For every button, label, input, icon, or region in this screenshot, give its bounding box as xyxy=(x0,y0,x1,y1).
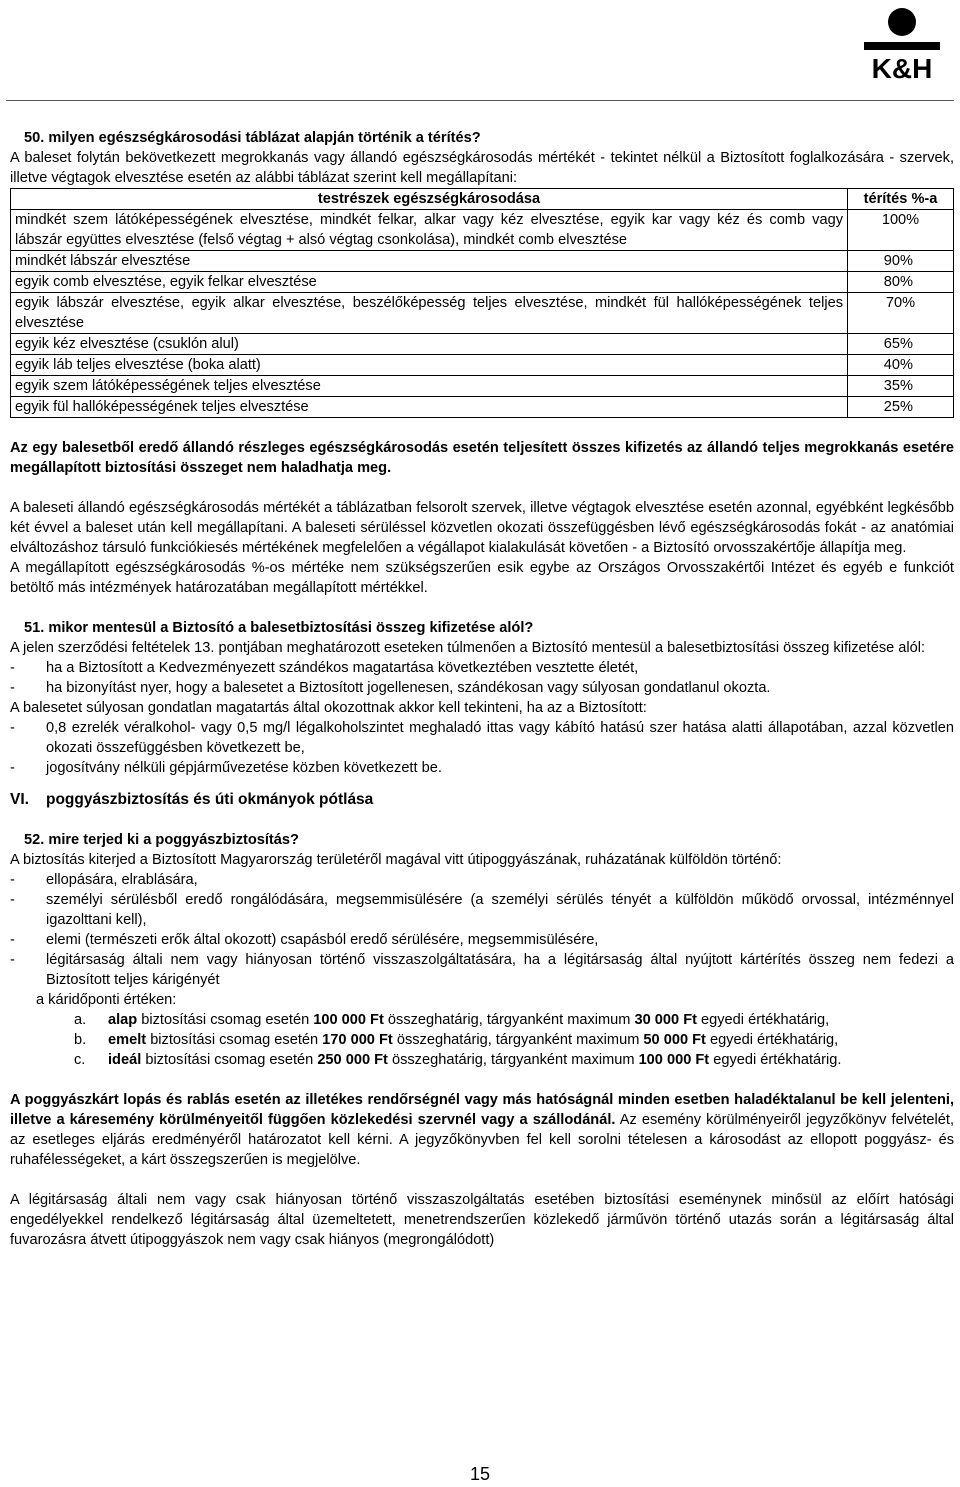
question-52-title: 52. mire terjed ki a poggyászbiztosítás? xyxy=(24,832,299,848)
table-cell-part: egyik szem látóképességének teljes elvesztése xyxy=(11,376,848,397)
package-name: ideál xyxy=(108,1052,142,1068)
list-item-text: ha a Biztosított a Kedvezményezett szándékos magatartása következtében vesztette életét, xyxy=(46,660,639,676)
theft-paragraph xyxy=(10,1090,954,1170)
table-row xyxy=(11,272,954,293)
table-cell-percent: 65% xyxy=(848,334,954,355)
package-item: c. ideál biztosítási csomag esetén 250 000 Ft összeghatárig, tárgyanként maximum 100 000 Ft egyedi értékhatárig. xyxy=(74,1052,842,1068)
table-cell-part: mindkét szem látóképességének elvesztése, mindkét felkar, alkar vagy kéz elvesztése, egyik kar vagy kéz és comb vagy lábszár együttes elvesztése (felső végtag + alsó végtag csonkolása), mindkét comb elvesztése xyxy=(11,210,848,251)
table-cell-part: egyik kéz elvesztése (csuklón alul) xyxy=(11,334,848,355)
payout-limit-note: Az egy balesetből eredő állandó részleges egészségkárosodás esetén teljesített összes kifizetés az állandó teljes megrokkanás esetére megállapított biztosítási összeget nem haladhatja meg. xyxy=(10,440,954,476)
table-row xyxy=(11,355,954,376)
list-item: - személyi sérülésből eredő rongálódására, megsemmisülésére (a személyi sérülés tényét a külföldön működő orvossal, intézménnyel igazolttani kell), xyxy=(10,892,954,928)
table-cell-part: mindkét lábszár elvesztése xyxy=(11,251,848,272)
package-letter: c. xyxy=(74,1052,86,1068)
package-max: 30 000 Ft xyxy=(634,1012,697,1028)
list-item-text: személyi sérülésből eredő rongálódására, megsemmisülésére (a személyi sérülés tényét a külföldön működő orvossal, intézménnyel igazolttani kell), xyxy=(46,892,954,928)
list-item: - ha bizonyítást nyer, hogy a balesetet a Biztosított jogellenesen, szándékosan vagy súlyosan gondatlanul okozta. xyxy=(10,678,954,698)
injury-compensation-table xyxy=(10,188,954,418)
kh-logo-text: K&H xyxy=(871,53,933,82)
theft-paragraph-rest: Az esemény körülményeiről jegyzőkönyv felvételét, az esetleges eljárás eredményéről határozatot kell kérni. A jegyzőkönyvben fel kell sorolni tételesen a károsodást az ellopott poggyász- és ruhafélességeket, a kárt összegszerűen is megjelölve. xyxy=(10,1112,954,1168)
assessment-paragraph: A baleseti állandó egészségkárosodás mértékét a táblázatban felsorolt szervek, illetve végtagok elvesztése esetén azonnal, egyébként legkésőbb két évvel a baleset után kell megállapítani. A baleseti sérüléssel közvetlen okozati összefüggésben lévő egészségkárosodás fokát - az anatómiai elváltozáshoz társuló funkciókiesés mértékének megfelelően a végállapot kialakulását követően - a Biztosító orvosszakértője állapítja meg. xyxy=(10,500,954,556)
table-cell-part: egyik lábszár elvesztése, egyik alkar elvesztése, beszélőképesség teljes elvesztése, mindkét fül hallóképességének teljes elvesztése xyxy=(11,293,848,334)
list-item: - elemi (természeti erők által okozott) csapásból eredő sérülésére, megsemmisülésére, xyxy=(10,930,954,950)
list-item-text: légitársaság általi nem vagy hiányosan történő visszaszolgáltatására, ha a légitársaság által nyújtott kártérítés összeg nem fedezi a Biztosított teljes kárigényét xyxy=(46,952,954,988)
package-limit: 170 000 Ft xyxy=(322,1032,393,1048)
table-cell-part: egyik láb teljes elvesztése (boka alatt) xyxy=(11,355,848,376)
package-letter: b. xyxy=(74,1032,87,1048)
package-max: 100 000 Ft xyxy=(638,1052,710,1068)
question-51-title: 51. mikor mentesül a Biztosító a balesetbiztosítási összeg kifizetése alól? xyxy=(24,620,534,636)
question-52-intro: A biztosítás kiterjed a Biztosított Magyarország területéről magával vitt útipoggyászának, ruházatának külföldön történő: xyxy=(10,852,782,868)
table-row xyxy=(11,376,954,397)
table-cell-percent: 100% xyxy=(848,210,954,251)
package-limit: 100 000 Ft xyxy=(313,1012,384,1028)
airline-paragraph: A légitársaság általi nem vagy csak hiányosan történő visszaszolgáltatás esetében biztosítási eseménynek minősül az előírt hatósági engedélyekkel rendelkező légitársaság által üzemeltetett, menetrendszerűen közlekedő járművön történő utazás során a légitársaság által fuvarozásra átvett útipoggyászok nem vagy csak hiányos (megrongálódott) xyxy=(10,1192,954,1248)
section-number: VI. xyxy=(10,791,29,808)
package-limit: 250 000 Ft xyxy=(317,1052,388,1068)
table-cell-part: egyik fül hallóképességének teljes elvesztése xyxy=(11,397,848,418)
header-divider xyxy=(6,100,954,101)
section-vi-heading xyxy=(10,790,954,810)
package-letter: a. xyxy=(74,1012,87,1028)
package-item: a. alap biztosítási csomag esetén 100 000 Ft összeghatárig, tárgyanként maximum 30 000 Ft egyedi értékhatárig, xyxy=(74,1012,830,1028)
list-item-text: jogosítvány nélküli gépjárművezetése közben következett be. xyxy=(46,760,442,776)
table-cell-percent: 40% xyxy=(848,355,954,376)
list-item: - jogosítvány nélküli gépjárművezetése közben következett be. xyxy=(10,758,954,778)
list-item: - 0,8 ezrelék véralkohol- vagy 0,5 mg/l légalkoholszintet meghaladó ittas vagy kábító hatású szer hatása alatti állapotában, azzal közvetlen okozati összefüggésben következett be, xyxy=(10,720,954,756)
package-name: emelt xyxy=(108,1032,147,1048)
list-item-text: ha bizonyítást nyer, hogy a balesetet a Biztosított jogellenesen, szándékosan vagy súlyosan gondatlanul okozta. xyxy=(46,680,771,696)
table-cell-percent: 90% xyxy=(848,251,954,272)
list-item-text: 0,8 ezrelék véralkohol- vagy 0,5 mg/l légalkoholszintet meghaladó ittas vagy kábító hatású szer hatása alatti állapotában, azzal közvetlen okozati összefüggésben következett be, xyxy=(46,720,954,756)
theft-paragraph-bold: A poggyászkárt lopás és rablás esetén az illetékes rendőrségnél vagy más hatóságnál minden esetben haladéktalanul be kell jelenteni, illetve a káresemény körülményeitől függően közlekedési szervnél vagy a szállodánál. xyxy=(10,1092,954,1128)
table-cell-percent: 25% xyxy=(848,397,954,418)
table-row xyxy=(11,397,954,418)
table-row xyxy=(11,334,954,355)
value-label: a káridőponti értéken: xyxy=(36,992,177,1008)
table-cell-percent: 70% xyxy=(848,293,954,334)
document-body xyxy=(10,128,954,1250)
question-51-intro: A jelen szerződési feltételek 13. pontjában meghatározott eseteken túlmenően a Biztosító mentesül a balesetbiztosítási összeg kifizetése alól: xyxy=(10,640,926,656)
table-row xyxy=(11,251,954,272)
section-title: poggyászbiztosítás és úti okmányok pótlása xyxy=(46,791,374,808)
table-header-percent: térítés %-a xyxy=(848,189,954,210)
list-item: - ha a Biztosított a Kedvezményezett szándékos magatartása következtében vesztette életét, xyxy=(10,658,954,678)
table-row xyxy=(11,293,954,334)
package-max: 50 000 Ft xyxy=(643,1032,706,1048)
list-item-text: ellopására, elrablására, xyxy=(46,872,198,888)
table-header-parts: testrészek egészségkárosodása xyxy=(11,189,848,210)
list-item: - légitársaság általi nem vagy hiányosan történő visszaszolgáltatására, ha a légitársaság által nyújtott kártérítés összeg nem fedezi a Biztosított teljes kárigényét xyxy=(10,952,954,988)
list-item: - ellopására, elrablására, xyxy=(10,870,954,890)
table-row xyxy=(11,210,954,251)
kh-logo xyxy=(854,4,950,82)
page-number: 15 xyxy=(469,1464,491,1484)
institute-paragraph: A megállapított egészségkárosodás %-os mértéke nem szükségszerűen esik egybe az Országos Orvosszakértői Intézet és egyéb e funkciót betöltő más intézmények határozatában megállapított mértékkel. xyxy=(10,560,954,596)
question-50-intro: A baleset folytán bekövetkezett megrokkanás vagy állandó egészségkárosodás mértékét - tekintet nélkül a Biztosított foglalkozására - szervek, illetve végtagok elvesztése esetén az alábbi táblázat szerint kell megállapítani: xyxy=(10,150,954,186)
table-cell-part: egyik comb elvesztése, egyik felkar elvesztése xyxy=(11,272,848,293)
package-name: alap xyxy=(108,1012,138,1028)
package-item: b. emelt biztosítási csomag esetén 170 000 Ft összeghatárig, tárgyanként maximum 50 000 Ft egyedi értékhatárig, xyxy=(74,1032,839,1048)
list-item-text: elemi (természeti erők által okozott) csapásból eredő sérülésére, megsemmisülésére, xyxy=(46,932,599,948)
table-cell-percent: 35% xyxy=(848,376,954,397)
question-50-title: 50. milyen egészségkárosodási táblázat alapján történik a térítés? xyxy=(24,130,481,146)
kh-logo-mark xyxy=(854,4,950,82)
negligence-intro: A balesetet súlyosan gondatlan magatartás által okozottnak akkor kell tekinteni, ha az a Biztosított: xyxy=(10,700,647,716)
table-cell-percent: 80% xyxy=(848,272,954,293)
